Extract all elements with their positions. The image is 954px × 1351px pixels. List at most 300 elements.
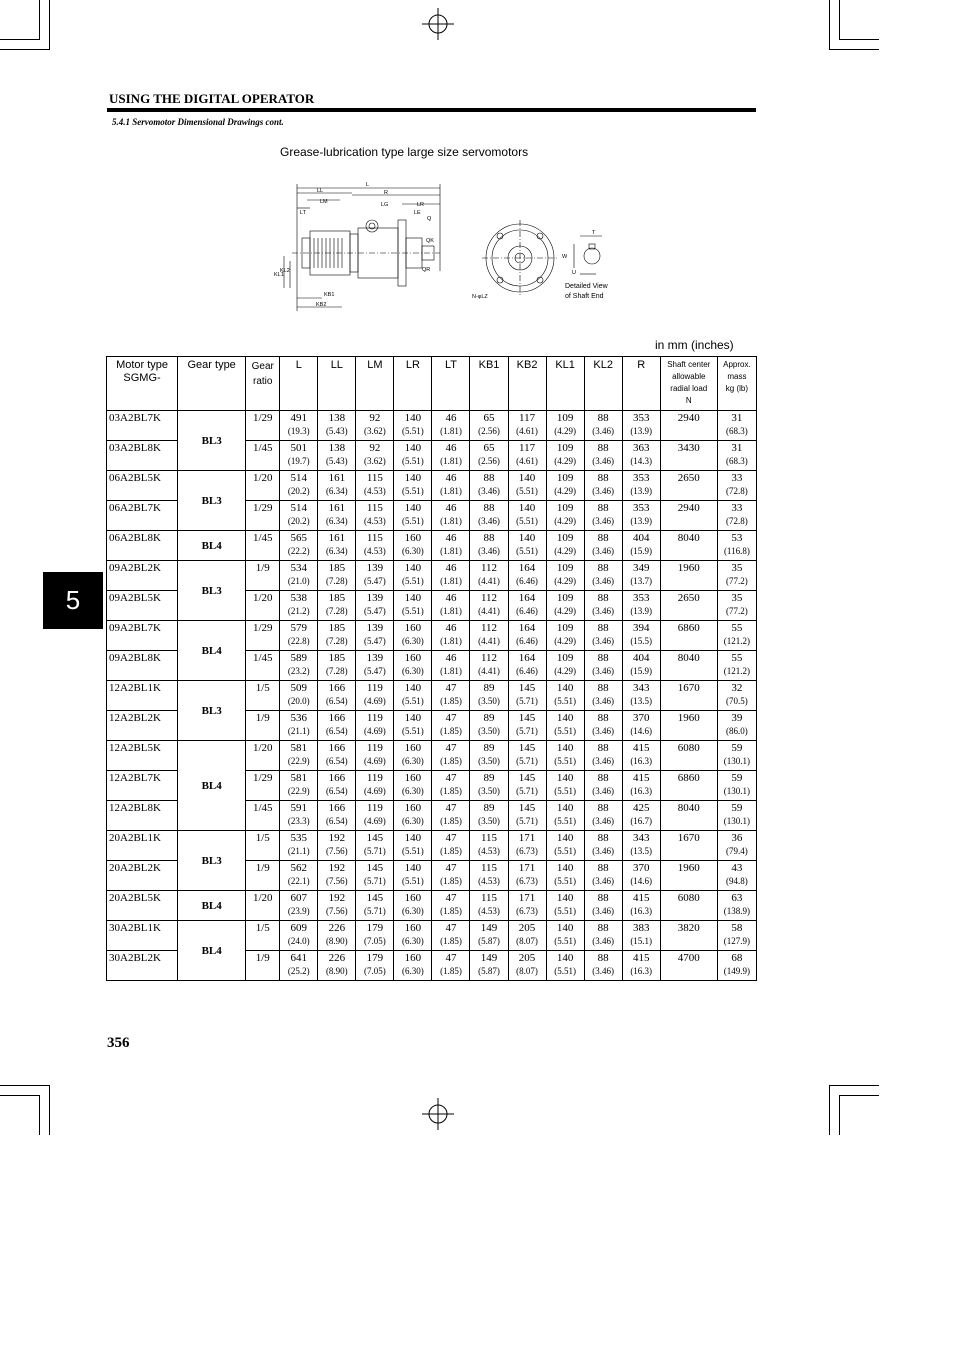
dimension-cell	[546, 831, 584, 861]
dimension-cell	[356, 921, 394, 951]
dimension-inch: (4.53)	[478, 846, 500, 856]
dimension-cell	[584, 771, 622, 801]
dimension-cell	[280, 651, 318, 681]
dimension-inch: (6.30)	[402, 666, 424, 676]
dimension-cell	[280, 741, 318, 771]
dimension-cell	[394, 741, 432, 771]
dimension-cell	[394, 441, 432, 471]
dimension-inch: (5.43)	[325, 426, 348, 436]
dimension-cell	[432, 711, 470, 741]
header-LM: LM	[356, 357, 394, 411]
mass-cell	[717, 831, 756, 861]
dimension-inch: (4.29)	[554, 666, 576, 676]
mass-kg: 35	[731, 592, 743, 604]
dimension-inch: (3.46)	[592, 606, 615, 616]
dimension-inch: (14.6)	[630, 726, 653, 736]
dimension-inch: (1.85)	[440, 876, 462, 886]
dimension-mm: 192	[328, 862, 346, 874]
dimension-inch: (6.30)	[402, 966, 424, 976]
dimension-inch: (13.9)	[630, 486, 653, 496]
dimension-inch: (3.46)	[592, 936, 615, 946]
dimension-cell	[622, 621, 660, 651]
dimension-mm: 140	[404, 562, 422, 574]
dimension-inch: (4.29)	[554, 636, 576, 646]
dimension-cell	[280, 771, 318, 801]
radial-load-cell: 1960	[660, 561, 717, 591]
dimension-inch: (7.05)	[363, 966, 386, 976]
dimension-mm: 140	[404, 862, 422, 874]
dimension-inch: (5.71)	[516, 756, 538, 766]
dimension-mm: 581	[290, 772, 308, 784]
header-rule	[107, 108, 756, 112]
mass-kg: 36	[731, 832, 743, 844]
registration-mark	[422, 1098, 454, 1130]
header-L: L	[280, 357, 318, 411]
dimension-cell	[470, 711, 508, 741]
dimension-inch: (6.73)	[516, 846, 538, 856]
dimension-cell	[432, 591, 470, 621]
dimension-cell	[280, 411, 318, 441]
dimension-mm: 140	[404, 442, 422, 454]
dimension-inch: (6.46)	[516, 666, 538, 676]
dimension-mm: 394	[632, 622, 650, 634]
dimension-mm: 145	[366, 892, 384, 904]
dimension-mm: 112	[480, 592, 498, 604]
dimension-inch: (1.85)	[440, 816, 462, 826]
radial-load-cell: 3820	[660, 921, 717, 951]
dimension-cell	[394, 801, 432, 831]
dimension-mm: 140	[404, 412, 422, 424]
dimension-mm: 47	[445, 712, 457, 724]
dimension-inch: (3.50)	[478, 816, 500, 826]
dimension-mm: 205	[518, 922, 536, 934]
dimension-inch: (16.3)	[630, 906, 653, 916]
dimension-inch: (15.9)	[630, 666, 653, 676]
dimension-cell	[546, 951, 584, 981]
dimension-inch: (5.51)	[402, 696, 424, 706]
dimension-cell	[432, 531, 470, 561]
radial-load-cell: 2650	[660, 471, 717, 501]
dimension-inch: (13.9)	[630, 606, 653, 616]
dimension-inch: (5.51)	[554, 906, 576, 916]
dimension-mm: 205	[518, 952, 536, 964]
crop-mark	[0, 39, 40, 40]
dimension-mm: 145	[366, 862, 384, 874]
dimension-cell	[318, 891, 356, 921]
dimension-mm: 185	[328, 592, 346, 604]
dim-label-KB1: KB1	[324, 292, 335, 298]
dimension-inch: (6.73)	[516, 876, 538, 886]
dimension-mm: 145	[518, 682, 536, 694]
motor-type-cell: 12A2BL1K	[107, 681, 178, 711]
dimension-mm: 535	[290, 832, 308, 844]
dimension-cell	[394, 471, 432, 501]
gear-type-cell: BL4	[178, 531, 246, 561]
dimension-mm: 88	[597, 922, 609, 934]
dimension-mm: 140	[556, 892, 574, 904]
dimension-mm: 112	[480, 622, 498, 634]
motor-type-cell: 06A2BL8K	[107, 531, 178, 561]
mass-lb: (121.2)	[723, 666, 751, 676]
gear-ratio-cell: 1/5	[246, 831, 280, 861]
dimension-mm: 415	[632, 742, 650, 754]
dimension-cell	[280, 711, 318, 741]
mass-cell	[717, 651, 756, 681]
dimension-cell	[508, 441, 546, 471]
dimension-mm: 140	[556, 682, 574, 694]
dimension-inch: (5.51)	[554, 786, 576, 796]
units-label: in mm (inches)	[655, 338, 734, 352]
dimension-mm: 109	[556, 442, 574, 454]
crop-mark	[0, 49, 50, 50]
dimension-cell	[280, 531, 318, 561]
dimension-cell	[584, 681, 622, 711]
dimension-cell	[470, 771, 508, 801]
dimension-inch: (5.51)	[402, 606, 424, 616]
dimension-inch: (6.34)	[325, 516, 348, 526]
dimension-mm: 88	[483, 532, 495, 544]
dimension-cell	[508, 771, 546, 801]
dimension-mm: 145	[518, 772, 536, 784]
dimension-inch: (5.51)	[516, 516, 538, 526]
dimension-cell	[584, 951, 622, 981]
dimension-cell	[432, 501, 470, 531]
gear-ratio-cell: 1/5	[246, 681, 280, 711]
dimension-inch: (13.9)	[630, 426, 653, 436]
dimension-cell	[280, 471, 318, 501]
dimension-inch: (3.46)	[592, 756, 615, 766]
dimension-inch: (13.5)	[630, 696, 653, 706]
dimension-mm: 161	[328, 532, 346, 544]
dimension-cell	[470, 531, 508, 561]
dimension-cell	[356, 531, 394, 561]
dimension-inch: (6.54)	[325, 786, 348, 796]
dimension-cell	[318, 681, 356, 711]
gear-ratio-cell: 1/29	[246, 621, 280, 651]
dimension-cell	[622, 831, 660, 861]
dimension-mm: 641	[290, 952, 308, 964]
chapter-tab: 5	[43, 572, 103, 629]
dimension-inch: (4.53)	[478, 906, 500, 916]
dimension-cell	[584, 831, 622, 861]
dimension-mm: 109	[556, 592, 574, 604]
dimension-mm: 185	[328, 652, 346, 664]
dimension-inch: (22.9)	[287, 786, 310, 796]
crop-mark	[829, 49, 879, 50]
dimension-mm: 115	[480, 832, 498, 844]
dimension-inch: (5.71)	[516, 696, 538, 706]
dimension-inch: (25.2)	[287, 966, 310, 976]
dimension-inch: (4.53)	[363, 516, 386, 526]
dimension-inch: (5.51)	[402, 486, 424, 496]
dim-label-KL1: KL1	[274, 272, 284, 278]
dimension-mm: 47	[445, 772, 457, 784]
gear-type-cell: BL3	[178, 561, 246, 621]
dimension-cell	[432, 951, 470, 981]
gear-ratio-cell: 1/29	[246, 411, 280, 441]
dimension-cell	[622, 861, 660, 891]
dimension-mm: 88	[597, 832, 609, 844]
dimension-inch: (13.5)	[630, 846, 653, 856]
dimension-cell	[622, 471, 660, 501]
radial-load-cell: 1960	[660, 861, 717, 891]
dimension-inch: (1.85)	[440, 696, 462, 706]
dimension-cell	[546, 861, 584, 891]
dimension-mm: 140	[404, 502, 422, 514]
dimension-inch: (8.07)	[516, 966, 538, 976]
dimension-cell	[318, 621, 356, 651]
dimension-cell	[622, 801, 660, 831]
dimension-inch: (5.51)	[554, 876, 576, 886]
dimension-mm: 166	[328, 712, 346, 724]
radial-load-cell: 1670	[660, 831, 717, 861]
mass-cell	[717, 621, 756, 651]
radial-load-cell: 8040	[660, 651, 717, 681]
dimension-cell	[394, 771, 432, 801]
radial-load-cell: 2940	[660, 501, 717, 531]
dimension-mm: 192	[328, 832, 346, 844]
radial-load-cell: 6080	[660, 891, 717, 921]
dimension-mm: 88	[597, 772, 609, 784]
dimension-inch: (3.46)	[592, 696, 615, 706]
dimension-inch: (5.51)	[402, 516, 424, 526]
header-gear-type: Gear type	[178, 357, 246, 411]
dimension-inch: (6.34)	[325, 486, 348, 496]
dimension-mm: 139	[366, 592, 384, 604]
dimension-inch: (6.46)	[516, 636, 538, 646]
dimension-mm: 92	[369, 442, 381, 454]
dimension-cell	[622, 681, 660, 711]
dimension-mm: 47	[445, 682, 457, 694]
dimension-cell	[508, 411, 546, 441]
mass-cell	[717, 471, 756, 501]
dimension-mm: 145	[518, 802, 536, 814]
mass-kg: 58	[731, 922, 743, 934]
dimension-mm: 160	[404, 772, 422, 784]
dimension-inch: (7.56)	[325, 876, 348, 886]
dimension-inch: (21.2)	[287, 606, 310, 616]
dimension-cell	[394, 891, 432, 921]
motor-type-cell: 20A2BL2K	[107, 861, 178, 891]
dimension-cell	[280, 831, 318, 861]
dimension-inch: (6.46)	[516, 576, 538, 586]
dimension-cell	[356, 591, 394, 621]
dimension-inch: (4.29)	[554, 606, 576, 616]
dimension-inch: (8.90)	[325, 936, 348, 946]
gear-ratio-cell: 1/45	[246, 441, 280, 471]
dimension-inch: (3.46)	[478, 546, 500, 556]
dimension-inch: (4.69)	[363, 756, 386, 766]
dimension-cell	[356, 621, 394, 651]
mass-cell	[717, 861, 756, 891]
dimension-mm: 109	[556, 622, 574, 634]
dimension-inch: (3.62)	[363, 426, 386, 436]
dimension-inch: (6.30)	[402, 936, 424, 946]
gear-type-cell: BL4	[178, 621, 246, 681]
dimension-mm: 166	[328, 742, 346, 754]
dimension-mm: 46	[445, 472, 457, 484]
dimension-cell	[318, 561, 356, 591]
dimension-cell	[546, 891, 584, 921]
dimension-mm: 65	[483, 442, 495, 454]
mass-cell	[717, 771, 756, 801]
dimension-inch: (23.2)	[287, 666, 310, 676]
dimension-inch: (4.61)	[516, 426, 538, 436]
motor-type-cell: 12A2BL8K	[107, 801, 178, 831]
dimension-inch: (24.0)	[287, 936, 310, 946]
radial-load-cell: 1670	[660, 681, 717, 711]
dimension-mm: 46	[445, 562, 457, 574]
dimension-cell	[432, 621, 470, 651]
dimension-cell	[280, 681, 318, 711]
dimension-cell	[432, 411, 470, 441]
dimension-mm: 404	[632, 532, 650, 544]
dimension-cell	[622, 651, 660, 681]
dimension-inch: (6.73)	[516, 906, 538, 916]
mass-kg: 39	[731, 712, 743, 724]
dimension-mm: 119	[366, 742, 383, 754]
dimension-cell	[280, 921, 318, 951]
dimension-cell	[584, 501, 622, 531]
dimension-cell	[508, 711, 546, 741]
dimension-cell	[470, 801, 508, 831]
crop-mark	[839, 1095, 879, 1096]
dimension-mm: 88	[597, 592, 609, 604]
dimension-inch: (1.81)	[440, 486, 462, 496]
dimension-cell	[470, 741, 508, 771]
dimension-mm: 89	[483, 742, 495, 754]
dimension-mm: 343	[632, 682, 650, 694]
dimension-mm: 88	[597, 472, 609, 484]
dimension-cell	[318, 501, 356, 531]
dimension-cell	[508, 831, 546, 861]
dim-label-LT: LT	[300, 210, 307, 216]
dimension-mm: 160	[404, 922, 422, 934]
dimension-cell	[470, 501, 508, 531]
mass-kg: 33	[731, 472, 743, 484]
dimension-cell	[470, 861, 508, 891]
dimension-inch: (7.56)	[325, 846, 348, 856]
mass-cell	[717, 411, 756, 441]
dimension-inch: (4.41)	[478, 636, 500, 646]
gear-type-cell: BL3	[178, 471, 246, 531]
dimension-inch: (3.46)	[478, 516, 500, 526]
dimension-cell	[508, 501, 546, 531]
mass-lb: (77.2)	[726, 576, 748, 586]
dimension-cell	[470, 921, 508, 951]
dimension-cell	[622, 531, 660, 561]
dimension-mm: 89	[483, 802, 495, 814]
dimension-inch: (21.0)	[287, 576, 310, 586]
dimension-inch: (4.69)	[363, 816, 386, 826]
dimension-mm: 171	[518, 862, 536, 874]
dimension-cell	[622, 561, 660, 591]
dimension-inch: (5.51)	[554, 846, 576, 856]
dimension-cell	[546, 771, 584, 801]
dimension-mm: 47	[445, 892, 457, 904]
dimension-cell	[394, 861, 432, 891]
crop-mark	[49, 1085, 50, 1135]
table-row	[107, 681, 757, 711]
dimension-inch: (22.8)	[287, 636, 310, 646]
header-R: R	[622, 357, 660, 411]
dimension-inch: (6.30)	[402, 756, 424, 766]
dimension-inch: (5.51)	[554, 816, 576, 826]
mass-cell	[717, 501, 756, 531]
dimension-mm: 119	[366, 682, 383, 694]
dimension-inch: (4.53)	[478, 876, 500, 886]
table-row	[107, 531, 757, 561]
dimension-mm: 115	[480, 862, 498, 874]
header-LT: LT	[432, 357, 470, 411]
dimension-inch: (6.54)	[325, 696, 348, 706]
motor-type-cell: 09A2BL7K	[107, 621, 178, 651]
gear-ratio-cell: 1/9	[246, 711, 280, 741]
mass-kg: 43	[731, 862, 743, 874]
dimension-inch: (5.71)	[363, 846, 386, 856]
dimension-inch: (1.81)	[440, 636, 462, 646]
mass-lb: (149.9)	[723, 966, 751, 976]
dimension-inch: (3.46)	[592, 456, 615, 466]
dimension-inch: (4.29)	[554, 516, 576, 526]
dimension-mm: 562	[290, 862, 308, 874]
dimension-mm: 538	[290, 592, 308, 604]
dimension-inch: (5.51)	[554, 696, 576, 706]
mass-lb: (121.2)	[723, 636, 751, 646]
gear-ratio-cell: 1/45	[246, 651, 280, 681]
gear-ratio-cell: 1/45	[246, 801, 280, 831]
dimension-cell	[546, 711, 584, 741]
motor-type-cell: 06A2BL7K	[107, 501, 178, 531]
dimension-mm: 343	[632, 832, 650, 844]
dimension-inch: (6.30)	[402, 816, 424, 826]
dimension-cell	[470, 621, 508, 651]
dimension-cell	[508, 651, 546, 681]
dim-label-T: T	[592, 230, 596, 236]
dimension-cell	[432, 891, 470, 921]
dimension-mm: 109	[556, 562, 574, 574]
dimension-inch: (4.29)	[554, 576, 576, 586]
dimension-cell	[394, 591, 432, 621]
dimension-cell	[508, 471, 546, 501]
mass-cell	[717, 921, 756, 951]
dim-label-W: W	[562, 254, 568, 260]
dimension-inch: (20.0)	[287, 696, 310, 706]
dimension-mm: 88	[597, 712, 609, 724]
dimension-mm: 115	[366, 532, 383, 544]
dimension-inch: (4.69)	[363, 726, 386, 736]
dimension-cell	[394, 681, 432, 711]
dimension-inch: (16.3)	[630, 756, 653, 766]
section-title: USING THE DIGITAL OPERATOR	[109, 91, 315, 106]
dimension-cell	[356, 831, 394, 861]
dim-label-KB2: KB2	[316, 302, 327, 308]
motor-type-cell: 03A2BL8K	[107, 441, 178, 471]
dimension-cell	[622, 441, 660, 471]
dimension-mm: 119	[366, 712, 383, 724]
dimension-cell	[318, 861, 356, 891]
table-row	[107, 831, 757, 861]
dimension-mm: 514	[290, 472, 308, 484]
dimension-inch: (1.81)	[440, 576, 462, 586]
dimension-mm: 353	[632, 472, 650, 484]
radial-load-cell: 1960	[660, 711, 717, 741]
header-motor-type: Motor type SGMG-	[107, 357, 178, 411]
dimension-inch: (3.50)	[478, 786, 500, 796]
gear-ratio-cell: 1/9	[246, 561, 280, 591]
mass-lb: (138.9)	[723, 906, 751, 916]
dimension-mm: 171	[518, 892, 536, 904]
